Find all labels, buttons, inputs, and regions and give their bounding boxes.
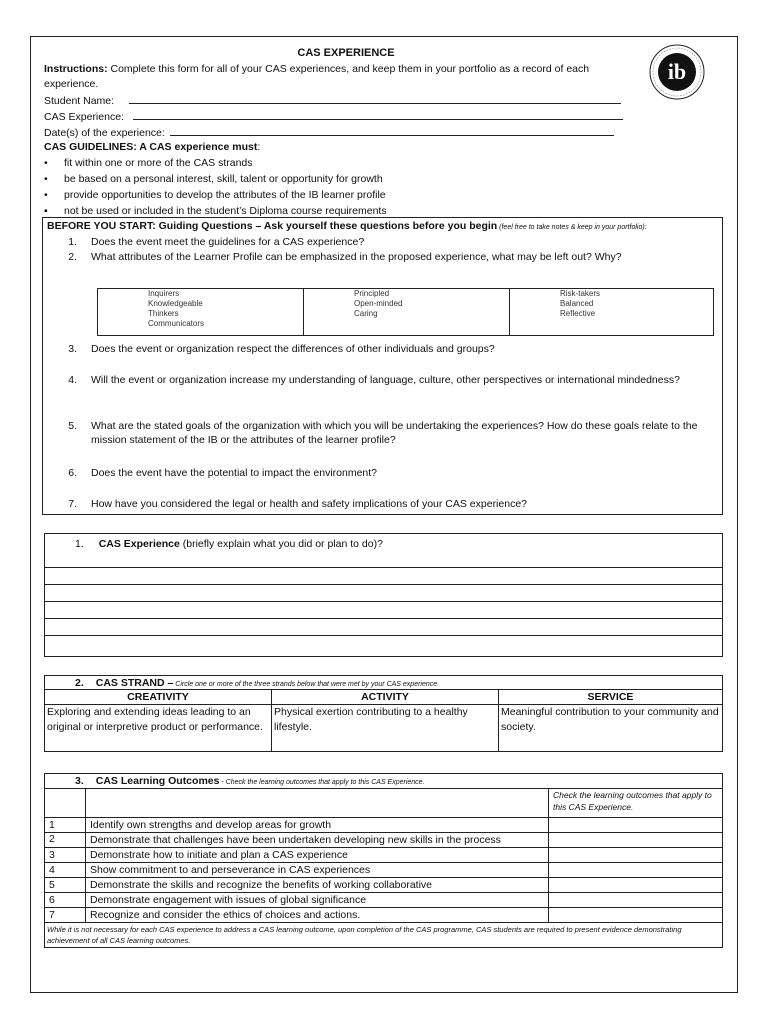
cas-strand-table bbox=[44, 675, 723, 752]
guideline-text: not be used or included in the student’s Diploma course requirements bbox=[64, 205, 387, 217]
outcome-row bbox=[45, 893, 723, 908]
dates-label: Date(s) of the experience: bbox=[44, 127, 165, 139]
outcome-checkbox[interactable] bbox=[549, 848, 723, 863]
learner-profile-col bbox=[510, 289, 713, 335]
strand-name-service[interactable]: SERVICE bbox=[499, 690, 723, 705]
guideline-item: • be based on a personal interest, skill, talent or opportunity for growth bbox=[44, 173, 383, 185]
section-number: 3. bbox=[75, 775, 84, 787]
outcome-number: 4 bbox=[45, 863, 86, 878]
question-text: What are the stated goals of the organization with which you will be undertaking the experiences? How do these goals relate to the mission statement of the IB or the attributes of the learner profile? bbox=[91, 420, 698, 446]
check-column-header: Check the learning outcomes that apply to this CAS Experience. bbox=[549, 789, 723, 818]
learner-profile-col bbox=[304, 289, 510, 335]
outcome-checkbox[interactable] bbox=[549, 908, 723, 923]
learner-profile-attr: Reflective bbox=[560, 309, 596, 318]
learner-profile-attr: Knowledgeable bbox=[148, 299, 203, 308]
question-text: Does the event meet the guidelines for a CAS experience? bbox=[91, 236, 365, 248]
section-note: - Check the learning outcomes that apply to this CAS Experience. bbox=[219, 779, 425, 786]
learning-outcomes-table bbox=[44, 773, 723, 948]
cas-experience-heading bbox=[75, 538, 383, 550]
strand-name-activity[interactable]: ACTIVITY bbox=[272, 690, 499, 705]
learner-profile-attr: Communicators bbox=[148, 319, 205, 328]
outcome-text: Demonstrate engagement with issues of global significance bbox=[86, 893, 549, 908]
learner-profile-attr: Balanced bbox=[560, 299, 594, 308]
instructions-text: Complete this form for all of your CAS experiences, and keep them in your portfolio as a record of each bbox=[107, 63, 590, 75]
question-text: Does the event or organization respect the differences of other individuals and groups? bbox=[91, 343, 495, 355]
outcome-checkbox[interactable] bbox=[549, 833, 723, 848]
cas-form-page bbox=[30, 36, 738, 993]
strand-desc-activity: Physical exertion contributing to a healthy lifestyle. bbox=[272, 705, 499, 752]
outcome-text: Demonstrate that challenges have been undertaken developing new skills in the process bbox=[86, 833, 549, 848]
section-number: 1. bbox=[75, 538, 84, 550]
section-note: Circle one or more of the three strands below that were met by your CAS experience. bbox=[173, 680, 440, 688]
student-name-row bbox=[44, 93, 621, 107]
cas-strand-section bbox=[44, 675, 723, 752]
guiding-question bbox=[55, 235, 705, 249]
cas-experience-field[interactable] bbox=[133, 109, 623, 120]
guiding-question bbox=[55, 373, 705, 401]
outcome-text: Identify own strengths and develop areas for growth bbox=[86, 818, 549, 833]
learner-profile-attr: Risk-takers bbox=[560, 289, 601, 298]
outcome-row bbox=[45, 878, 723, 893]
question-number: 6. bbox=[68, 467, 77, 479]
guiding-questions-box bbox=[42, 217, 723, 515]
outcome-checkbox[interactable] bbox=[549, 863, 723, 878]
writing-line[interactable] bbox=[45, 567, 722, 568]
question-number: 4. bbox=[68, 374, 77, 386]
outcome-row bbox=[45, 848, 723, 863]
writing-line[interactable] bbox=[45, 584, 722, 585]
learner-profile-table bbox=[97, 288, 714, 336]
outcome-number: 2 bbox=[45, 833, 86, 848]
learner-profile-col bbox=[98, 289, 304, 335]
guideline-text: fit within one or more of the CAS strands bbox=[64, 157, 253, 169]
guiding-heading-note: (feel free to take notes & keep in your portfolio): bbox=[497, 224, 647, 231]
dates-field[interactable] bbox=[170, 125, 614, 136]
question-number: 7. bbox=[68, 498, 77, 510]
guiding-question bbox=[55, 466, 705, 480]
guiding-question bbox=[55, 342, 705, 356]
section-title: CAS Experience bbox=[98, 538, 180, 550]
section-subtitle: (briefly explain what you did or plan to do)? bbox=[179, 538, 383, 550]
question-text: Does the event have the potential to impact the environment? bbox=[91, 467, 378, 479]
outcome-number: 3 bbox=[45, 848, 86, 863]
learning-outcomes-footnote: While it is not necessary for each CAS experience to address a CAS learning outcome, upon completion of the CAS programme, CAS students are required to present evidence demonstrating achievement of all CAS learning outcomes. bbox=[45, 923, 723, 948]
learner-profile-attr: Principled bbox=[354, 289, 390, 298]
ib-logo-letters: ib bbox=[667, 59, 687, 84]
guidelines-colon: : bbox=[257, 141, 261, 153]
page-title: CAS EXPERIENCE bbox=[297, 47, 395, 59]
cas-strand-heading bbox=[45, 676, 723, 690]
learner-profile-attr: Open-minded bbox=[354, 299, 403, 308]
guiding-questions-heading bbox=[47, 220, 647, 232]
cas-experience-label: CAS Experience: bbox=[44, 111, 124, 123]
question-number: 2. bbox=[68, 251, 77, 263]
instructions-label: Instructions: bbox=[44, 63, 108, 75]
guiding-question bbox=[55, 419, 705, 447]
learning-outcomes-section bbox=[44, 773, 723, 948]
guiding-question bbox=[55, 497, 705, 511]
outcome-text: Recognize and consider the ethics of choices and actions. bbox=[86, 908, 549, 923]
guiding-question bbox=[55, 250, 705, 264]
guiding-heading-text: BEFORE YOU START: Guiding Questions – Ask yourself these questions before you begin bbox=[47, 220, 498, 232]
guidelines-heading-text: CAS GUIDELINES: A CAS experience must bbox=[44, 141, 258, 153]
outcome-row bbox=[45, 833, 723, 848]
outcome-number: 7 bbox=[45, 908, 86, 923]
question-number: 5. bbox=[68, 420, 77, 432]
question-text: Will the event or organization increase my understanding of language, culture, other perspectives or international mindedness? bbox=[91, 374, 680, 386]
question-text: How have you considered the legal or health and safety implications of your CAS experience? bbox=[91, 498, 528, 510]
strand-desc-service: Meaningful contribution to your community and society. bbox=[499, 705, 723, 752]
ib-logo bbox=[648, 43, 706, 101]
outcome-row bbox=[45, 863, 723, 878]
dates-row bbox=[44, 125, 614, 139]
learner-profile-attr: Inquirers bbox=[148, 289, 180, 298]
learner-profile-attr: Thinkers bbox=[148, 309, 179, 318]
outcome-row bbox=[45, 908, 723, 923]
outcome-number: 6 bbox=[45, 893, 86, 908]
guideline-item: ▪ not be used or included in the student’s Diploma course requirements bbox=[44, 205, 387, 217]
cas-experience-row bbox=[44, 109, 623, 123]
outcome-text: Show commitment to and perseverance in CAS experiences bbox=[86, 863, 549, 878]
outcome-checkbox[interactable] bbox=[549, 818, 723, 833]
guidelines-heading bbox=[44, 141, 260, 153]
guideline-item: • provide opportunities to develop the attributes of the IB learner profile bbox=[44, 189, 386, 201]
outcome-text: Demonstrate how to initiate and plan a CAS experience bbox=[86, 848, 549, 863]
question-number: 1. bbox=[68, 236, 77, 248]
outcome-row bbox=[45, 818, 723, 833]
learning-outcomes-heading bbox=[45, 774, 723, 789]
instructions bbox=[44, 63, 589, 75]
instructions-continued: experience. bbox=[44, 78, 99, 90]
section-number: 2. bbox=[75, 676, 84, 689]
outcome-checkbox[interactable] bbox=[549, 878, 723, 893]
writing-line[interactable] bbox=[45, 601, 722, 602]
outcome-checkbox[interactable] bbox=[549, 893, 723, 908]
outcome-text: Demonstrate the skills and recognize the benefits of working collaborative bbox=[86, 878, 549, 893]
strand-desc-creativity: Exploring and extending ideas leading to an original or interpretive product or performance. bbox=[45, 705, 272, 752]
section-title: CAS Learning Outcomes bbox=[95, 775, 220, 787]
strand-name-creativity[interactable]: CREATIVITY bbox=[45, 690, 272, 705]
writing-line[interactable] bbox=[45, 618, 722, 619]
section-title: CAS STRAND – bbox=[95, 676, 174, 689]
guideline-text: be based on a personal interest, skill, talent or opportunity for growth bbox=[64, 173, 383, 185]
student-name-field[interactable] bbox=[129, 93, 621, 104]
question-number: 3. bbox=[68, 343, 77, 355]
writing-line[interactable] bbox=[45, 635, 722, 636]
guideline-text: provide opportunities to develop the attributes of the IB learner profile bbox=[64, 189, 386, 201]
outcome-number: 1 bbox=[45, 818, 86, 833]
cas-experience-section bbox=[44, 533, 723, 657]
guideline-item: • fit within one or more of the CAS strands bbox=[44, 157, 253, 169]
student-name-label: Student Name: bbox=[44, 95, 115, 107]
learner-profile-attr: Caring bbox=[354, 309, 378, 318]
question-text: What attributes of the Learner Profile can be emphasized in the proposed experience, what may be left out? Why? bbox=[91, 251, 622, 263]
outcome-number: 5 bbox=[45, 878, 86, 893]
